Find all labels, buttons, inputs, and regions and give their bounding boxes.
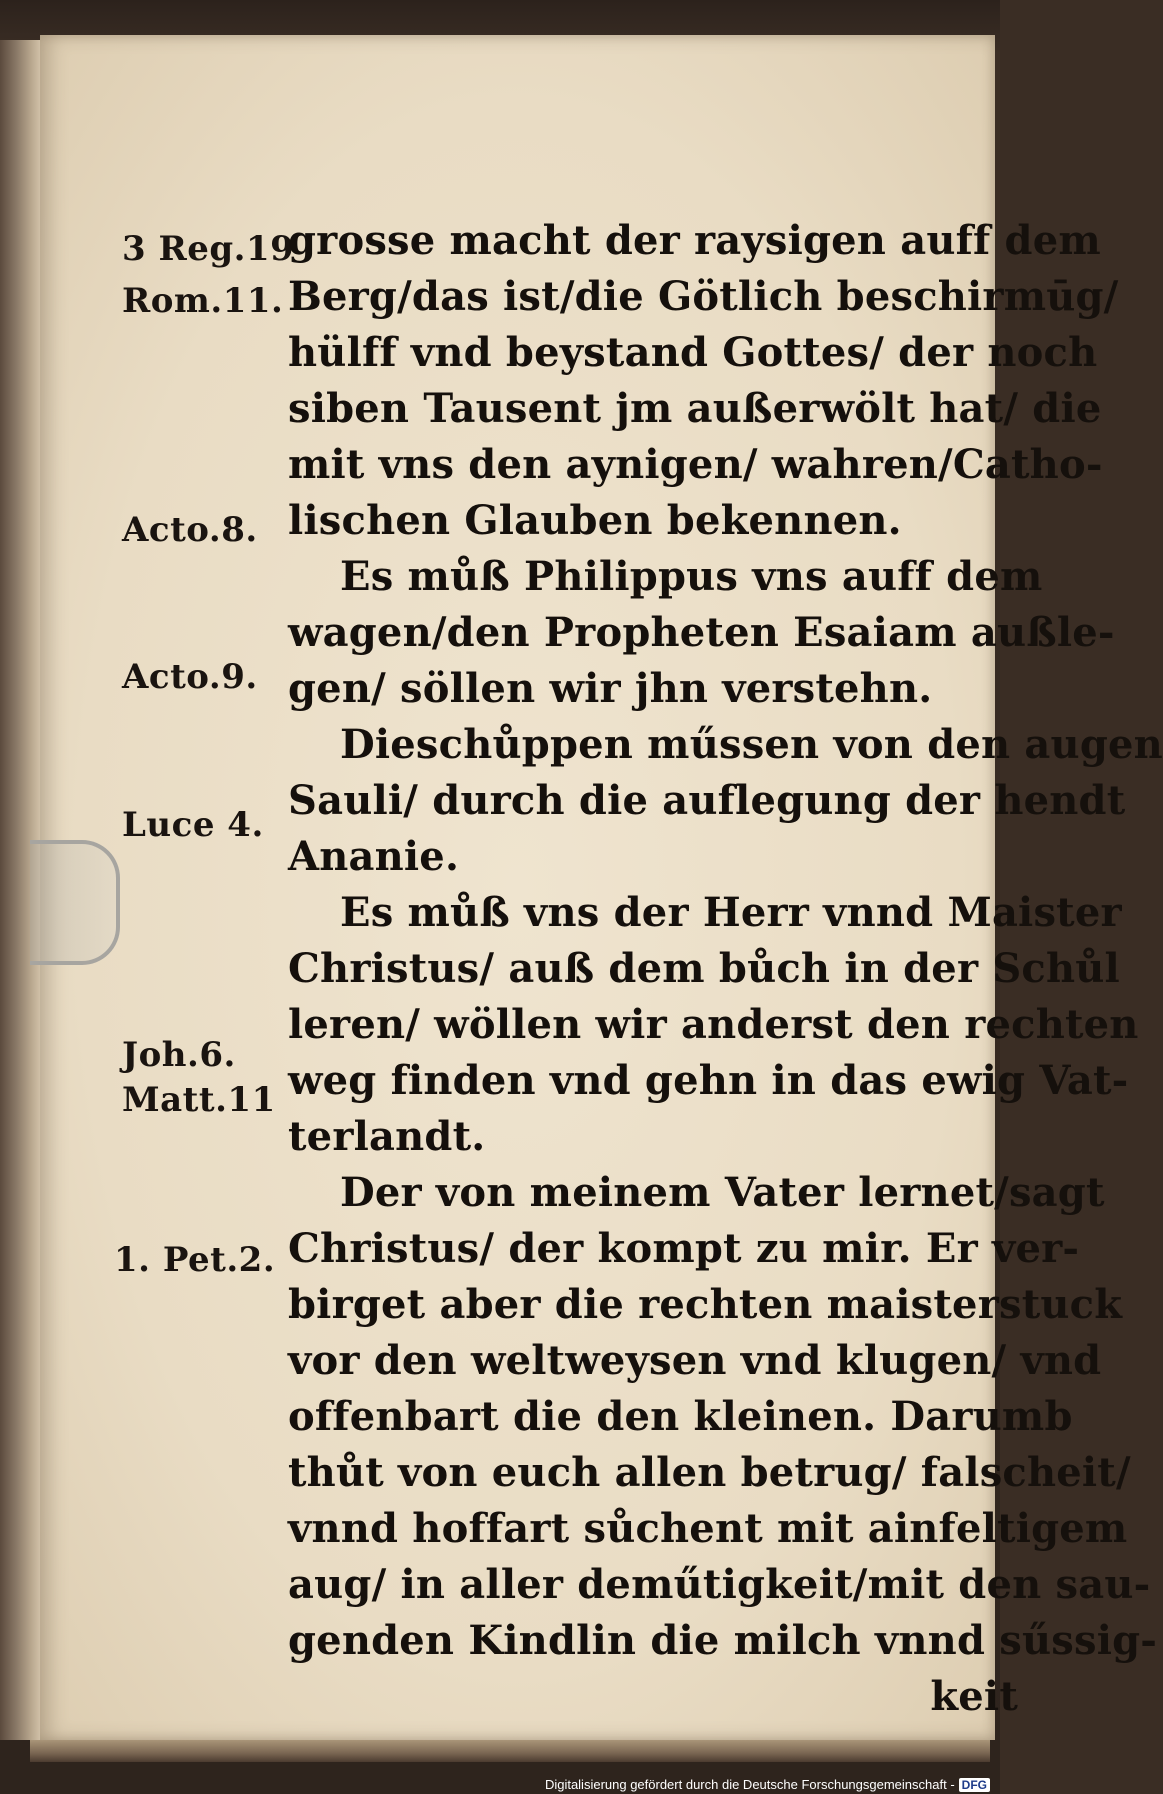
text-line: vnnd hoffart sůchent mit ainfeltigem — [288, 1505, 1128, 1552]
text-line: Christus/ auß dem bůch in der Schůl — [288, 945, 1120, 992]
text-line: vor den weltweysen vnd klugen/ vnd — [288, 1337, 1102, 1384]
credit-text: Digitalisierung gefördert durch die Deutsche Forschungsgemeinschaft - — [544, 1777, 955, 1792]
book-edge-bottom — [30, 1740, 990, 1762]
text-line: Der von meinem Vater lernet/sagt — [340, 1169, 1105, 1216]
text-line: Ananie. — [288, 833, 460, 880]
book-page — [40, 35, 1163, 1740]
digitization-credit — [545, 1777, 990, 1792]
text-line: genden Kindlin die milch vnnd sűssig- — [288, 1617, 1158, 1664]
text-line: Dieschůppen műssen von den augen — [340, 721, 1163, 768]
text-line: mit vns den aynigen/ wahren/Catho- — [288, 441, 1103, 488]
text-line: Sauli/ durch die auflegung der hendt — [288, 777, 1126, 824]
page-clip — [30, 840, 120, 965]
text-line: aug/ in aller deműtigkeit/mit den sau- — [288, 1561, 1151, 1608]
text-line: Es můß vns der Herr vnnd Maister — [340, 889, 1122, 936]
text-line: Christus/ der kompt zu mir. Er ver- — [288, 1225, 1080, 1272]
text-line: siben Tausent jm außerwölt hat/ die — [288, 385, 1102, 432]
margin-note: 3 Reg.19 — [122, 229, 295, 269]
text-line: weg finden vnd gehn in das ewig Vat- — [288, 1057, 1129, 1104]
text-line: leren/ wöllen wir anderst den rechten — [288, 1001, 1139, 1048]
text-line: terlandt. — [288, 1113, 486, 1160]
margin-note: Acto.9. — [122, 657, 258, 697]
text-line: wagen/den Propheten Esaiam außle- — [288, 609, 1115, 656]
margin-note: 1. Pet.2. — [114, 1240, 276, 1280]
text-line: Berg/das ist/die Götlich beschirmūg/ — [288, 273, 1119, 320]
text-line: thůt von euch allen betrug/ falscheit/ — [288, 1449, 1131, 1496]
text-line: hülff vnd beystand Gottes/ der noch — [288, 329, 1098, 376]
text-line: Es můß Philippus vns auff dem — [340, 553, 1043, 600]
margin-note: Joh.6. — [122, 1035, 236, 1075]
catchword: keit — [930, 1673, 1018, 1720]
text-line: offenbart die den kleinen. Darumb — [288, 1393, 1073, 1440]
margin-note: Acto.8. — [122, 510, 258, 550]
text-line: birget aber die rechten maisterstuck — [288, 1281, 1123, 1328]
text-line: grosse macht der raysigen auff dem — [288, 217, 1101, 264]
dfg-logo: DFG — [959, 1778, 990, 1792]
margin-note: Matt.11 — [122, 1080, 276, 1120]
text-line: gen/ söllen wir jhn verstehn. — [288, 665, 933, 712]
main-text — [288, 213, 1163, 1725]
text-line: lischen Glauben bekennen. — [288, 497, 902, 544]
margin-note: Rom.11. — [122, 281, 284, 321]
margin-note: Luce 4. — [122, 805, 264, 845]
